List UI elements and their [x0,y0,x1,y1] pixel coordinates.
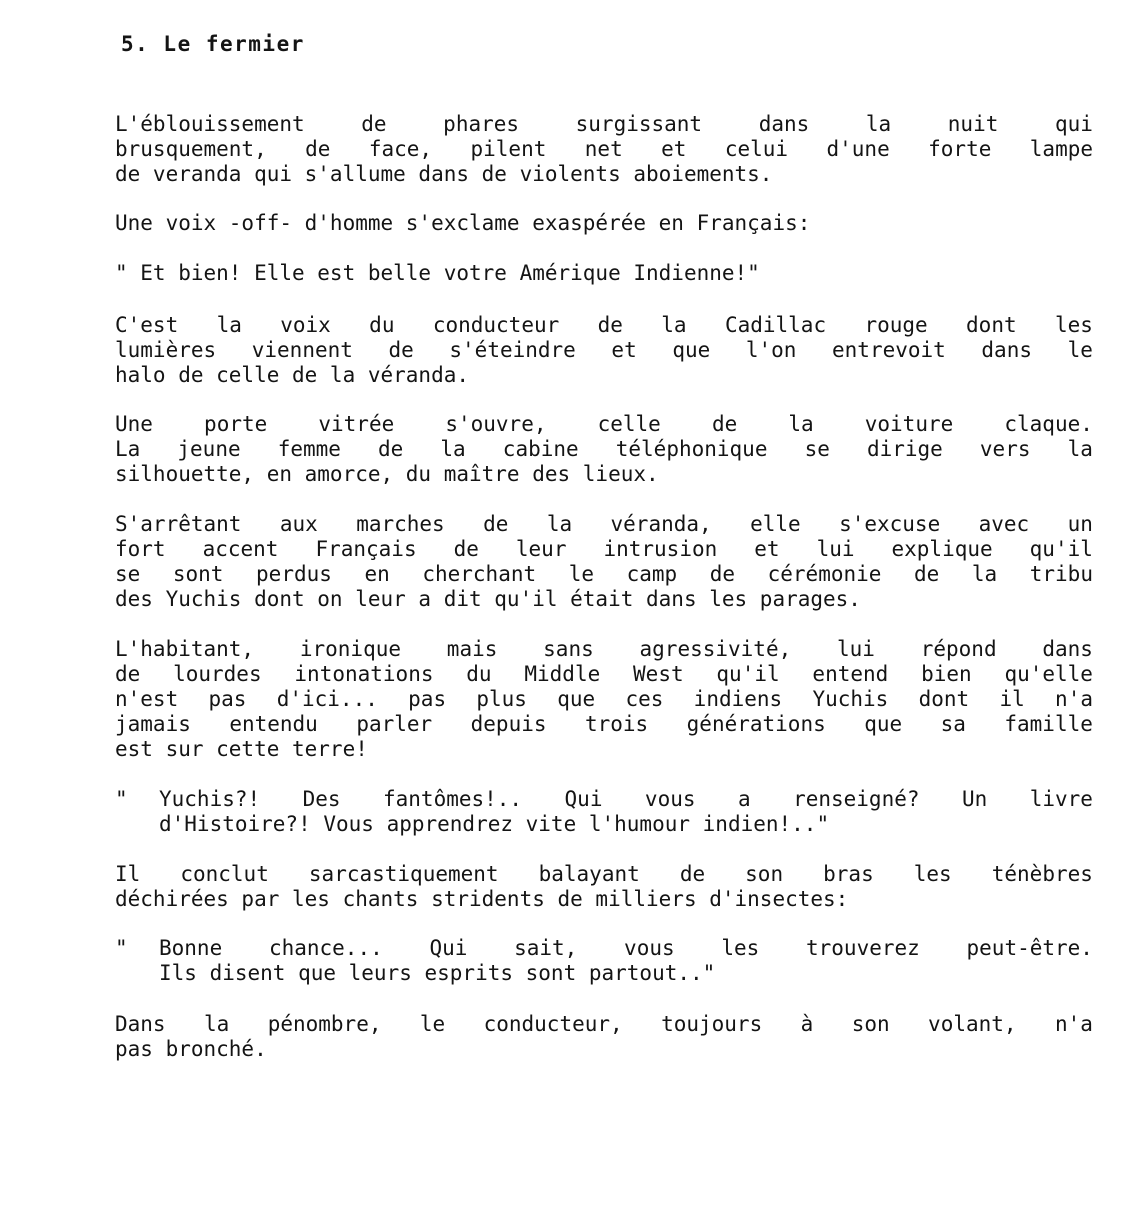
text-line [115,712,1093,737]
quote-mark: " [115,787,128,811]
word: conducteur [432,313,560,337]
text-line [115,562,1093,587]
word: dans [1042,637,1093,661]
word: pas [408,687,447,711]
text-line [115,862,1093,887]
word: dirige [866,437,943,461]
word: forte [928,137,992,161]
text-line: déchirées par les chants stridents de milliers d'insectes: [115,887,849,911]
word: elle [750,512,801,536]
word: entend [812,662,889,686]
word: viennent [251,338,353,362]
word: indiens [693,687,783,711]
word: téléphonique [615,437,768,461]
word: chance... [268,936,383,960]
word: entrevoit [832,338,946,362]
text-line [115,512,1093,537]
paragraph [115,313,1093,388]
word: le [568,562,595,586]
word: d'ici... [276,687,378,711]
quote-mark: " [115,936,128,960]
word: le [419,1012,446,1036]
word: fort [115,537,166,561]
word: et [754,537,780,561]
word: vitrée [318,412,395,436]
word: d'une [826,137,890,161]
word: les [1054,313,1093,337]
word: brusquement, [115,137,267,161]
word: Yuchis [812,687,889,711]
word: de [483,512,509,536]
word: Cadillac [724,313,827,337]
word: qu'il [716,662,780,686]
text-line [115,637,1093,662]
word: parler [356,712,433,736]
paragraph [115,112,1093,187]
word: de [115,662,141,686]
word: Yuchis?! [159,787,261,811]
paragraph [115,412,1093,487]
word: conducteur, [483,1012,623,1036]
word: la [971,562,998,586]
word: l'on [745,338,797,362]
word: s'excuse [839,512,941,536]
text-line [115,112,1093,137]
word: vous [644,787,696,811]
word: face, [368,137,433,161]
word: perdus [256,562,332,586]
word: jeune [177,437,241,461]
text-line [115,137,1093,162]
text-line [115,537,1093,562]
word: son [745,862,784,886]
word: la [216,313,242,337]
word: intonations [294,662,434,686]
word: dont [918,687,970,711]
word: pénombre, [267,1012,382,1036]
text-line [115,1012,1093,1037]
word: Qui [429,936,468,960]
word: Français [315,537,417,561]
word: accent [202,537,279,561]
text-line: de veranda qui s'allume dans de violents aboiements. [115,162,773,186]
word: intrusion [603,537,718,561]
word: agressivité, [639,637,792,661]
word: cérémonie [767,562,882,586]
text-line: halo de celle de la véranda. [115,363,470,387]
word: camp [626,562,678,586]
word: renseigné? [793,787,920,811]
word: trois [584,712,649,736]
word: femme [277,437,341,461]
word: un [1067,512,1093,536]
word: ténèbres [991,862,1093,886]
word: et [611,338,637,362]
word: La [115,437,141,461]
word: il [999,687,1025,711]
word: rouge [864,313,928,337]
text-line [115,687,1093,712]
word: balayant [538,862,640,886]
word: de [453,537,479,561]
text-line: des Yuchis dont on leur a dit qu'il était dans les parages. [115,587,861,611]
word: pas [208,687,247,711]
word: C'est [115,313,179,337]
word: pilent [470,137,547,161]
paragraph [115,512,1093,612]
word: West [633,662,684,686]
word: de [914,562,940,586]
word: marches [356,512,445,536]
word: se [115,562,141,586]
word: explique [891,537,993,561]
text-line [115,936,1093,961]
text-line [115,412,1093,437]
word: mais [446,637,498,661]
word: de [711,412,738,436]
word: du [369,313,395,337]
word: la [788,412,814,436]
word: toujours [661,1012,763,1036]
word: vous [624,936,675,960]
word: Des [302,787,341,811]
word: sait, [514,936,578,960]
word: se [804,437,830,461]
text-line [115,313,1093,338]
word: la [546,512,573,536]
word: famille [1004,712,1093,736]
word: les [913,862,952,886]
word: dans [981,338,1032,362]
word: Une [115,412,153,436]
word: de [388,338,414,362]
word: de [679,862,706,886]
word: qui [1054,112,1093,136]
word: et [661,137,687,161]
word: sarcastiquement [308,862,499,886]
word: L'habitant, [115,637,255,661]
word: voiture [864,412,954,436]
word: plus [476,687,527,711]
word: cherchant [422,562,537,586]
word: porte [204,412,268,436]
text-line: " Et bien! Elle est belle votre Amérique Indienne!" [115,261,760,285]
word: phares [443,112,520,136]
word: celui [724,137,789,161]
text-line [115,338,1093,363]
word: générations [686,712,826,736]
word: Bonne [159,936,223,960]
word: la [1067,437,1093,461]
word: de [378,437,404,461]
text-line: d'Histoire?! Vous apprendrez vite l'humour indien!.." [159,812,830,836]
word: de [597,313,623,337]
word: Il [115,862,141,886]
word: net [584,137,623,161]
word: n'a [1055,687,1093,711]
word: que [672,338,711,362]
word: tribu [1029,562,1093,586]
word: n'est [115,687,179,711]
word: a [737,787,751,811]
word: sont [172,562,224,586]
word: du [466,662,492,686]
word: que [864,712,903,736]
word: volant, [928,1012,1017,1036]
word: n'a [1054,1012,1093,1036]
word: véranda, [610,512,712,536]
word: livre [1029,787,1093,811]
word: Middle [524,662,601,686]
word: Qui [564,787,603,811]
word: Un [961,787,988,811]
word: nuit [947,112,999,136]
word: les [721,936,760,960]
word: la [440,437,466,461]
word: s'éteindre [449,338,576,362]
word: dans [758,112,810,136]
paragraph [115,1012,1093,1062]
word: sa [940,712,966,736]
paragraph [115,637,1093,762]
word: de [361,112,387,136]
word: leur [515,537,567,561]
word: S'arrêtant [115,512,242,536]
word: en [364,562,390,586]
word: lourdes [173,662,262,686]
word: fantômes!.. [383,787,523,811]
text-line: pas bronché. [115,1037,267,1061]
word: lampe [1029,137,1093,161]
word: de [305,137,331,161]
word: que [557,687,596,711]
word: L'éblouissement [115,112,305,136]
text-line: est sur cette terre! [115,737,368,761]
word: aux [279,512,318,536]
word: Dans [115,1012,166,1036]
word: voix [280,313,331,337]
word: la [203,1012,230,1036]
word: répond [920,637,997,661]
word: qu'elle [1004,662,1093,686]
text-line: Ils disent que leurs esprits sont partout.." [159,961,716,985]
word: trouverez [806,936,920,960]
word: lumières [115,338,217,362]
word: cabine [502,437,579,461]
word: surgissant [575,112,703,136]
word: la [865,112,892,136]
word: ironique [299,637,402,661]
word: depuis [470,712,547,736]
paragraph [115,211,810,236]
word: peut-être. [966,936,1093,960]
word: entendu [229,712,318,736]
word: vers [979,437,1031,461]
word: son [851,1012,890,1036]
word: à [800,1012,814,1036]
word: jamais [115,712,191,736]
paragraph [115,261,760,286]
word: bien [921,662,972,686]
word: claque. [1004,412,1093,436]
page-title: 5. Le fermier [121,32,305,56]
quote-paragraph [115,936,1093,986]
word: conclut [180,862,269,886]
text-line [115,662,1093,687]
word: celle [597,412,661,436]
word: lui [837,637,875,661]
word: s'ouvre, [445,412,547,436]
word: dont [966,313,1017,337]
text-line [115,437,1093,462]
word: le [1067,338,1093,362]
word: ces [625,687,664,711]
word: sans [543,637,594,661]
paragraph [115,862,1093,912]
word: la [661,313,687,337]
word: lui [816,537,855,561]
quote-paragraph [115,787,1093,837]
word: qu'il [1029,537,1093,561]
word: bras [823,862,874,886]
text-line: Une voix -off- d'homme s'exclame exaspérée en Français: [115,211,811,235]
text-line: silhouette, en amorce, du maître des lieux. [115,462,659,486]
word: de [709,562,736,586]
text-line [115,787,1093,812]
word: avec [978,512,1030,536]
